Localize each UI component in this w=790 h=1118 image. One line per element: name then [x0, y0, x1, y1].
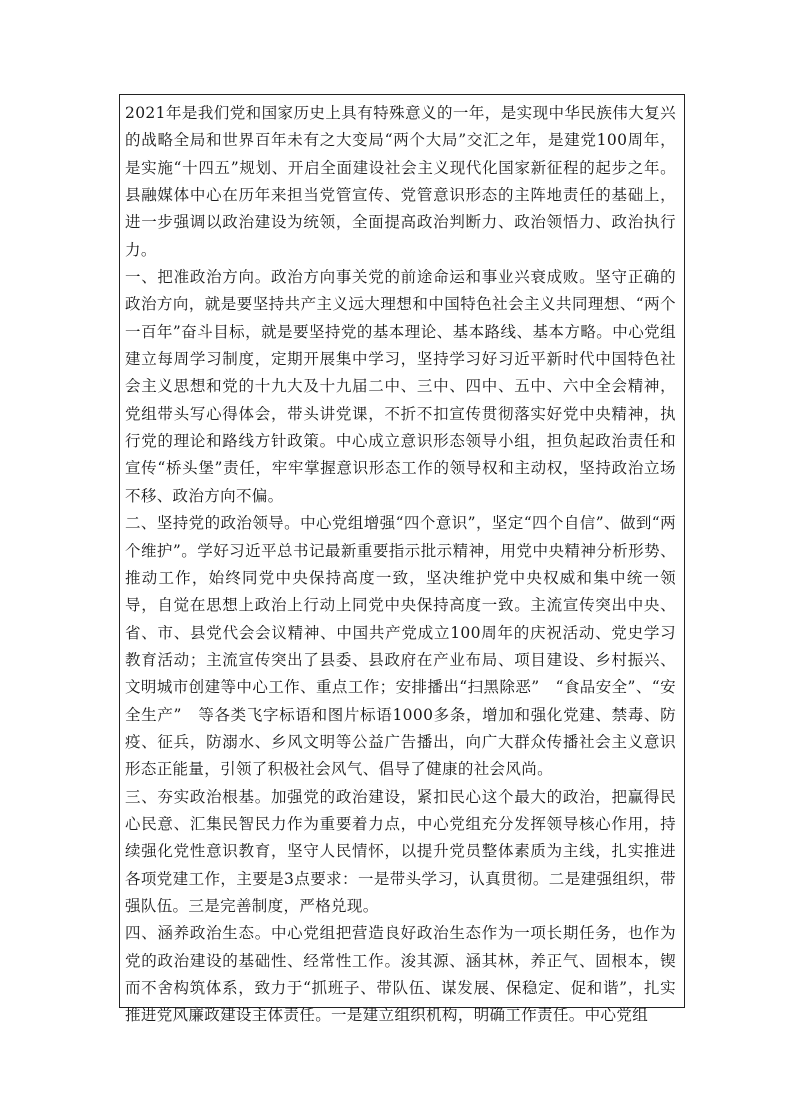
section-2-paragraph: 二、坚持党的政治领导。中心党组增强“四个意识”，坚定“四个自信”、做到“两个维护”。学好习近平总书记最新重要指示批示精神，用党中央精神分析形势、推动工作，始终同党中央保持高度一致，坚决维护党中央权威和集中统一领导，自觉在思想上政治上行动上同党中央保持高度一致。主流宣传突出中央、省、市、县党代会会议精神、中国共产党成立100周年的庆祝活动、党史学习教育活动；主流宣传突出了县委、县政府在产业布局、项目建设、乡村振兴、文明城市创建等中心工作、重点工作；安排播出“扫黑除恶” “食品安全”、“安全生产” 等各类飞字标语和图片标语1000多条，增加和强化党建、禁毒、防疫、征兵，防溺水、乡风文明等公益广告播出，向广大群众传播社会主义意识形态正能量，引领了积极社会风气、倡导了健康的社会风尚。: [125, 514, 676, 779]
document-text-frame: [119, 94, 685, 1025]
document-body: [125, 100, 676, 1025]
intro-paragraph: 2021年是我们党和国家历史上具有特殊意义的一年，是实现中华民族伟大复兴的战略全局和世界百年未有之大变局“两个大局”交汇之年，是建党100周年，是实施“十四五”规划、开启全面建设社会主义现代化国家新征程的起步之年。县融媒体中心在历年来担当党管宣传、党管意识形态的主阵地责任的基础上，进一步强调以政治建设为统领，全面提高政治判断力、政治领悟力、政治执行力。: [125, 104, 676, 259]
section-4-paragraph: 四、涵养政治生态。中心党组把营造良好政治生态作为一项长期任务，也作为党的政治建设的基础性、经常性工作。浚其源、涵其林，养正气、固根本，锲而不舍构筑体系，致力于“抓班子、带队伍、谋发展、保稳定、促和谐”，扎实推进党风廉政建设主体责任。一是建立组织机构，明确工作责任。中心党组: [125, 924, 676, 1025]
section-1-paragraph: 一、把准政治方向。政治方向事关党的前途命运和事业兴衰成败。坚守正确的政治方向，就是要坚持共产主义远大理想和中国特色社会主义共同理想、“两个一百年”奋斗目标，就是要坚持党的基本理论、基本路线、基本方略。中心党组建立每周学习制度，定期开展集中学习，坚持学习好习近平新时代中国特色社会主义思想和党的十九大及十九届二中、三中、四中、五中、六中全会精神，党组带头写心得体会，带头讲党课，不折不扣宣传贯彻落实好党中央精神，执行党的理论和路线方针政策。中心成立意识形态领导小组，担负起政治责任和宣传“桥头堡”责任，牢牢掌握意识形态工作的领导权和主动权，坚持政治立场不移、政治方向不偏。: [125, 268, 676, 505]
section-3-paragraph: 三、夯实政治根基。加强党的政治建设，紧扣民心这个最大的政治，把赢得民心民意、汇集民智民力作为重要着力点，中心党组充分发挥领导核心作用，持续强化党性意识教育，坚守人民情怀，以提升党员整体素质为主线，扎实推进各项党建工作，主要是3点要求：一是带头学习，认真贯彻。二是建强组织，带强队伍。三是完善制度，严格兑现。: [125, 787, 676, 915]
